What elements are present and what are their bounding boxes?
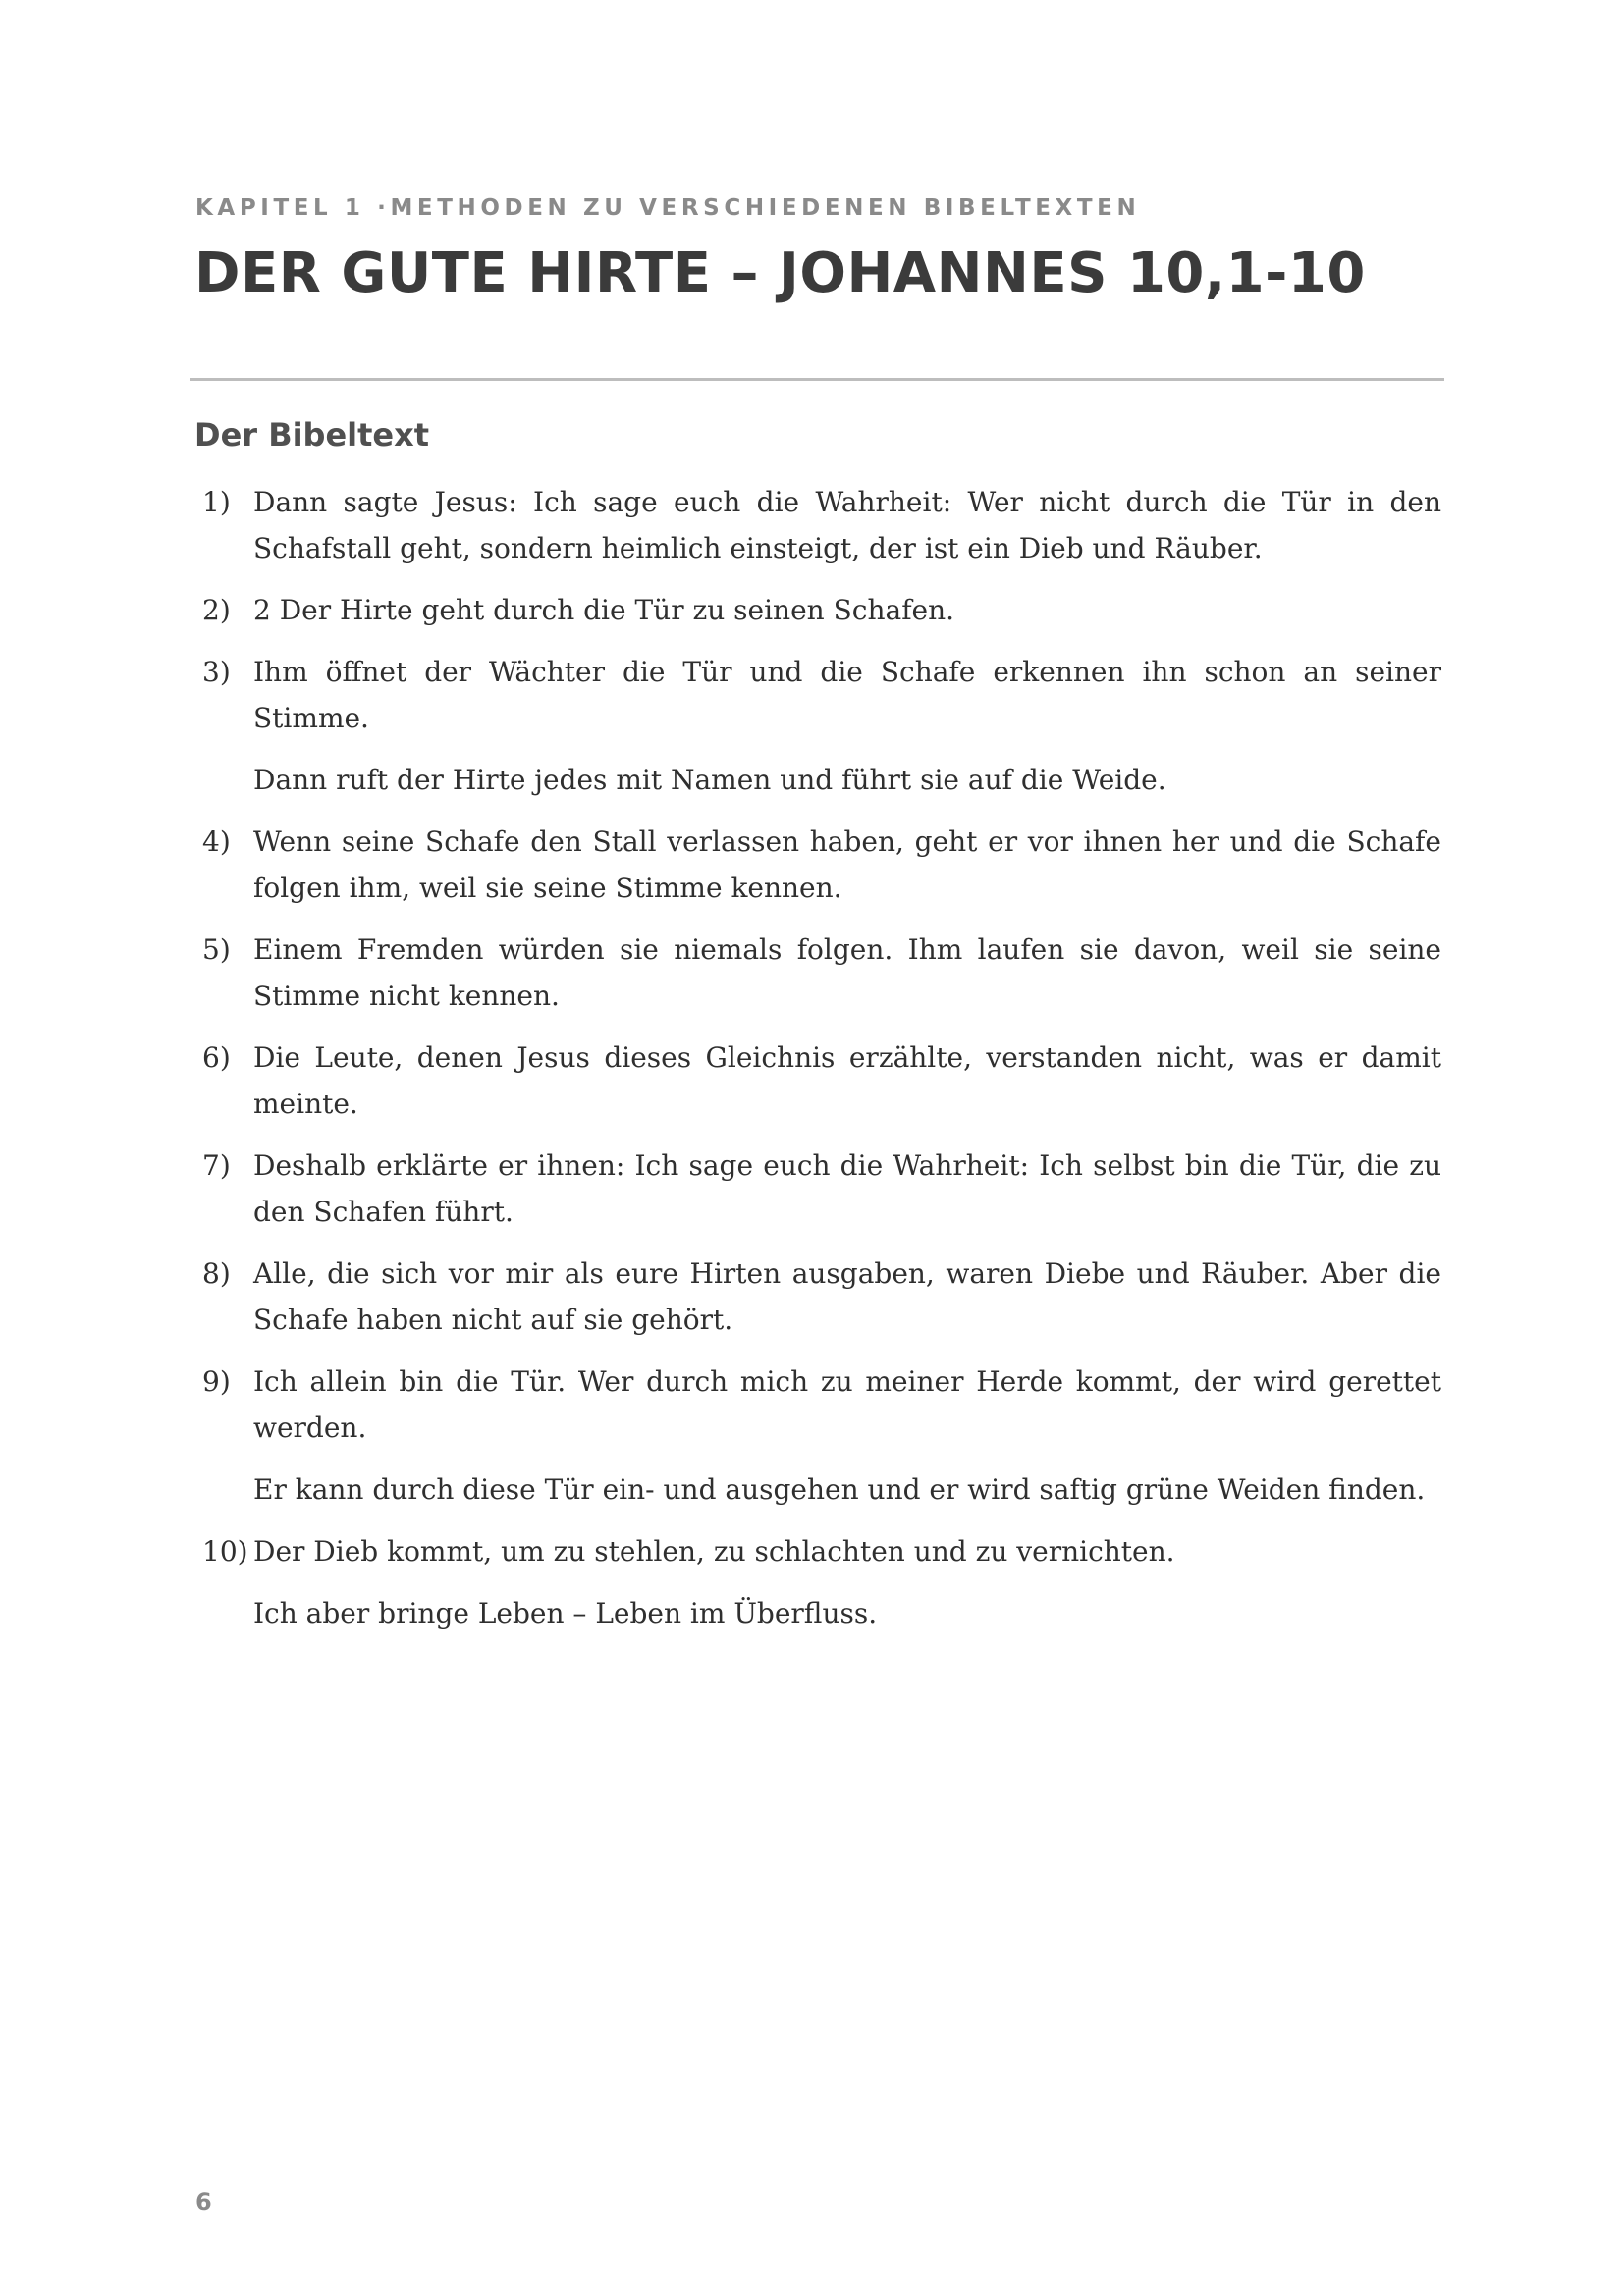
verse-continuation: Ich aber bringe Leben – Leben im Überfluss. (253, 1597, 878, 1629)
verse-text: Die Leute, denen Jesus dieses Gleichnis erzählte, verstanden nicht, was er damit meinte. (253, 1041, 1441, 1120)
verse-body (253, 1035, 1441, 1127)
verse-text: Wenn seine Schafe den Stall verlassen haben, geht er vor ihnen her und die Schafe folgen ihm, weil sie seine Stimme kennen. (253, 826, 1441, 904)
verse-item (202, 927, 1441, 1019)
verse-list (202, 479, 1441, 1652)
verse-text: Einem Fremden würden sie niemals folgen. Ihm laufen sie davon, weil sie seine Stimme nicht kennen. (253, 934, 1441, 1012)
verse-item (202, 819, 1441, 911)
verse-number: 4) (202, 826, 231, 858)
verse-number: 1) (202, 486, 231, 518)
verse-text: Ihm öffnet der Wächter die Tür und die Schafe erkennen ihn schon an seiner Stimme. (253, 656, 1441, 734)
verse-item (202, 1035, 1441, 1127)
verse-body (253, 1143, 1441, 1235)
verse-number: 10) (202, 1535, 248, 1568)
page-title: DER GUTE HIRTE – JOHANNES 10,1-10 (194, 241, 1366, 305)
verse-item (202, 587, 1441, 633)
verse-body (253, 649, 1441, 803)
verse-number: 6) (202, 1041, 231, 1074)
verse-body (253, 587, 1441, 633)
verse-text: Dann sagte Jesus: Ich sage euch die Wahrheit: Wer nicht durch die Tür in den Schafstall geht, sondern heimlich einsteigt, der ist ein Dieb und Räuber. (253, 486, 1441, 564)
verse-body (253, 1251, 1441, 1343)
verse-text: Deshalb erklärte er ihnen: Ich sage euch die Wahrheit: Ich selbst bin die Tür, die zu den Schafen führt. (253, 1149, 1441, 1228)
verse-number: 2) (202, 594, 231, 626)
verse-text: Der Dieb kommt, um zu stehlen, zu schlachten und zu vernichten. (253, 1535, 1175, 1568)
verse-number: 8) (202, 1257, 231, 1290)
verse-item (202, 479, 1441, 571)
verse-text: 2 Der Hirte geht durch die Tür zu seinen Schafen. (253, 594, 955, 626)
verse-number: 5) (202, 934, 231, 966)
verse-body (253, 479, 1441, 571)
verse-item (202, 1359, 1441, 1513)
section-heading: Der Bibeltext (194, 416, 430, 454)
verse-continuation: Er kann durch diese Tür ein- und ausgehen und er wird saftig grüne Weiden finden. (253, 1473, 1426, 1506)
page-number: 6 (195, 2188, 212, 2216)
verse-text: Alle, die sich vor mir als eure Hirten ausgaben, waren Diebe und Räuber. Aber die Schafe haben nicht auf sie gehört. (253, 1257, 1441, 1336)
verse-item (202, 1251, 1441, 1343)
verse-body (253, 927, 1441, 1019)
chapter-kicker: KAPITEL 1 ·METHODEN ZU VERSCHIEDENEN BIBELTEXTEN (195, 195, 1141, 221)
verse-body (253, 1359, 1441, 1513)
verse-item (202, 1528, 1441, 1636)
verse-continuation: Dann ruft der Hirte jedes mit Namen und führt sie auf die Weide. (253, 764, 1166, 796)
verse-number: 7) (202, 1149, 231, 1182)
verse-number: 9) (202, 1365, 231, 1398)
verse-text: Ich allein bin die Tür. Wer durch mich zu meiner Herde kommt, der wird gerettet werden. (253, 1365, 1441, 1444)
verse-item (202, 1143, 1441, 1235)
verse-number: 3) (202, 656, 231, 688)
verse-body (253, 819, 1441, 911)
title-divider (190, 378, 1444, 381)
verse-body (253, 1528, 1441, 1636)
verse-item (202, 649, 1441, 803)
